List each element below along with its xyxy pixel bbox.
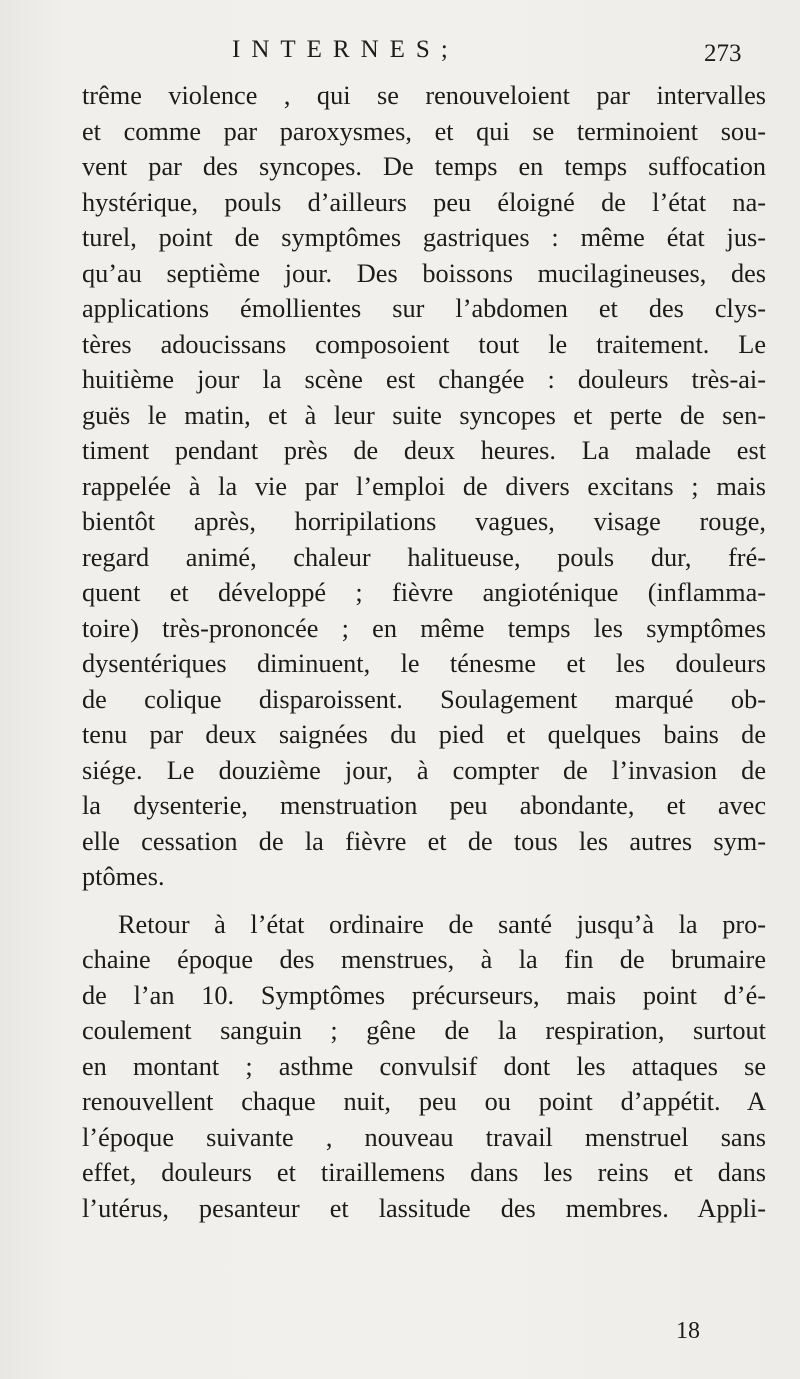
signature-mark: 18 bbox=[676, 1318, 700, 1344]
text-line: regard animé, chaleur halitueuse, pouls dur, fré- bbox=[82, 542, 766, 572]
running-title: INTERNES; bbox=[232, 36, 459, 63]
text-line: et comme par paroxysmes, et qui se terminoient sou- bbox=[82, 116, 766, 146]
text-line: quent et développé ; fièvre angioténique (inflamma- bbox=[82, 578, 766, 607]
text-line: ptômes. bbox=[82, 862, 165, 891]
text-line: Retour à l’état ordinaire de santé jusqu’à la pro- bbox=[118, 909, 766, 939]
text-line: rappelée à la vie par l’emploi de divers excitans ; mais bbox=[82, 471, 766, 501]
text-line: dysentériques diminuent, le ténesme et les douleurs bbox=[82, 649, 766, 678]
text-line: elle cessation de la fièvre et de tous les autres sym- bbox=[82, 826, 766, 856]
text-line: tenu par deux saignées du pied et quelques bains de bbox=[82, 720, 766, 749]
text-line: siége. Le douzième jour, à compter de l’invasion de bbox=[82, 755, 766, 785]
text-line: guës le matin, et à leur suite syncopes et perte de sen- bbox=[82, 400, 766, 430]
text-line: en montant ; asthme convulsif dont les attaques se bbox=[82, 1051, 766, 1081]
text-line: effet, douleurs et tiraillemens dans les reins et dans bbox=[82, 1158, 766, 1187]
text-line: la dysenterie, menstruation peu abondante, et avec bbox=[82, 791, 766, 820]
text-line: chaine époque des menstrues, à la fin de brumaire bbox=[82, 945, 766, 974]
text-line: timent pendant près de deux heures. La malade est bbox=[82, 436, 766, 465]
text-line: applications émollientes sur l’abdomen et des clys- bbox=[82, 294, 766, 323]
text-line: turel, point de symptômes gastriques : même état jus- bbox=[82, 223, 766, 252]
text-line: de l’an 10. Symptômes précurseurs, mais point d’é- bbox=[82, 980, 766, 1010]
text-line: trême violence , qui se renouveloient par intervalles bbox=[82, 81, 766, 110]
text-line: coulement sanguin ; gêne de la respiration, surtout bbox=[82, 1016, 766, 1045]
paragraph bbox=[82, 907, 766, 1227]
body-text bbox=[82, 78, 766, 1226]
text-line: huitième jour la scène est changée : douleurs très-ai- bbox=[82, 365, 766, 394]
running-head bbox=[0, 36, 800, 76]
text-line: tères adoucissans composoient tout le traitement. Le bbox=[82, 329, 766, 359]
text-line: l’époque suivante , nouveau travail menstruel sans bbox=[82, 1122, 766, 1152]
text-line: vent par des syncopes. De temps en temps suffocation bbox=[82, 152, 766, 181]
paragraph bbox=[82, 78, 766, 895]
text-line: qu’au septième jour. Des boissons mucilagineuses, des bbox=[82, 258, 766, 288]
paragraph-gap bbox=[82, 895, 766, 907]
page-number: 273 bbox=[704, 40, 742, 67]
text-line: hystérique, pouls d’ailleurs peu éloigné de l’état na- bbox=[82, 187, 766, 217]
text-line: l’utérus, pesanteur et lassitude des membres. Appli- bbox=[82, 1193, 766, 1223]
text-line: bientôt après, horripilations vagues, visage rouge, bbox=[82, 507, 766, 536]
text-line: renouvellent chaque nuit, peu ou point d’appétit. A bbox=[82, 1087, 766, 1116]
text-line: toire) très-prononcée ; en même temps les symptômes bbox=[82, 613, 766, 643]
text-line: de colique disparoissent. Soulagement marqué ob- bbox=[82, 684, 766, 714]
